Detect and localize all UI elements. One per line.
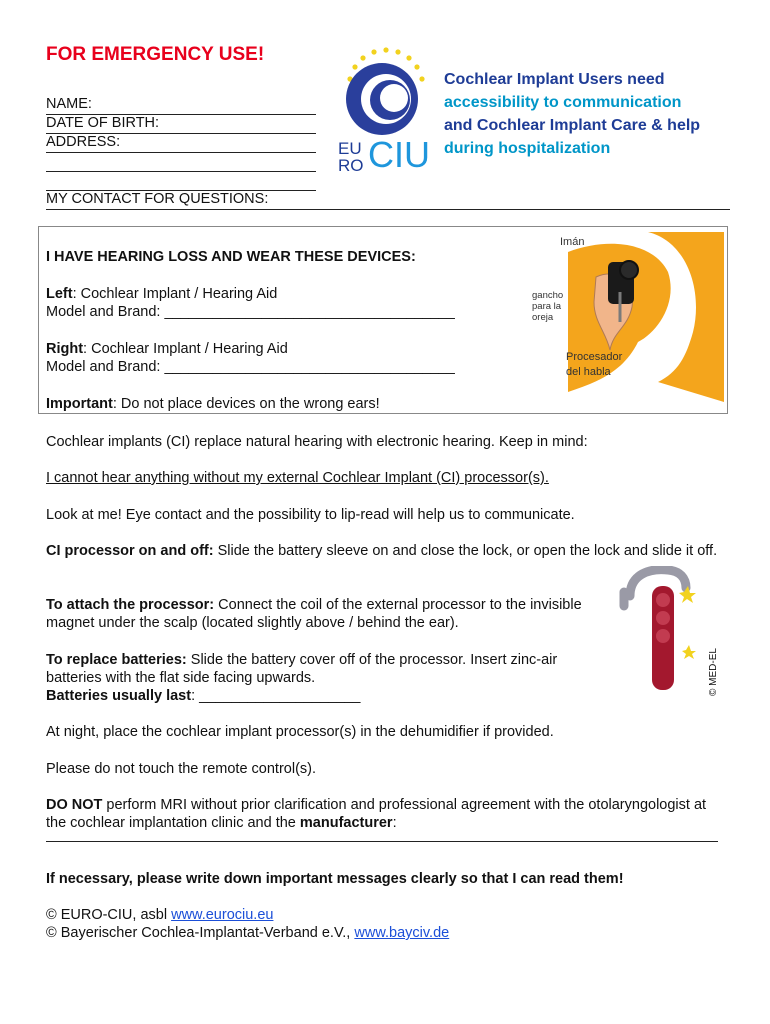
devices-heading: I HAVE HEARING LOSS AND WEAR THESE DEVICES: <box>46 249 416 265</box>
right-device-line <box>46 340 516 358</box>
ear-processor-illustration <box>528 232 724 402</box>
tagline-line-1: Cochlear Implant Users need <box>444 71 665 88</box>
right-model-field[interactable]: Model and Brand: ____________________________________ <box>46 359 455 375</box>
footer-line-1 <box>46 906 736 924</box>
onoff-paragraph <box>46 542 718 560</box>
replace-label: To replace batteries: <box>46 652 187 668</box>
important-label: Important <box>46 396 113 412</box>
mri-answer-line[interactable] <box>46 840 718 842</box>
eurociu-logo <box>336 44 436 180</box>
img-label-procesador <box>566 350 622 380</box>
important-text: : Do not place devices on the wrong ears! <box>112 396 380 412</box>
name-label: NAME: <box>46 96 92 112</box>
tagline-line-4: during hospitalization <box>444 140 611 157</box>
img-proc-1: Procesador <box>566 351 623 363</box>
onoff-label: CI processor on and off: <box>46 543 214 559</box>
img-gancho-2: para la <box>532 301 562 312</box>
logo-euro-bottom: RO <box>338 156 364 175</box>
night-text: At night, place the cochlear implant processor(s) in the dehumidifier if provided. <box>46 724 554 740</box>
onoff-text: Slide the battery sleeve on and close the lock, or open the lock and slide it off. <box>213 543 718 559</box>
replace-paragraph <box>46 651 591 687</box>
img-label-iman: Imán <box>560 236 585 248</box>
attach-label: To attach the processor: <box>46 597 215 613</box>
medel-credit: © MED-EL <box>708 648 719 696</box>
intro-text: Cochlear implants (CI) replace natural hearing with electronic hearing. Keep in mind: <box>46 434 588 450</box>
left-text: : Cochlear Implant / Hearing Aid <box>72 286 278 302</box>
logo-ciu: CIU <box>368 134 430 175</box>
batteries-label: Batteries usually last <box>46 688 192 704</box>
footer-bayciv-text: © Bayerischer Cochlea-Implantat-Verband e.V., <box>46 925 355 941</box>
replace-text: Slide the battery cover off of the processor. Insert zinc-air batteries with the flat side facing upwards. <box>46 652 558 686</box>
attach-text: Connect the coil of the external processor to the invisible magnet under the scalp (located slightly above / behind the ear). <box>46 597 582 631</box>
tagline-line-3: and Cochlear Implant Care & help <box>444 117 701 134</box>
page-title: FOR EMERGENCY USE! <box>46 44 265 65</box>
important-note <box>46 395 516 413</box>
magnet-icon <box>620 261 638 279</box>
address-line-3[interactable] <box>46 172 316 191</box>
dob-field[interactable] <box>46 115 316 134</box>
remote-text: Please do not touch the remote control(s). <box>46 761 317 777</box>
eurociu-link[interactable]: www.eurociu.eu <box>171 907 274 923</box>
logo-euro-top: EU <box>338 139 362 158</box>
processor-illustration <box>610 566 726 698</box>
contact-label: MY CONTACT FOR QUESTIONS: <box>46 191 269 207</box>
footer-eurociu-text: © EURO-CIU, asbl <box>46 907 172 923</box>
img-proc-2: del habla <box>566 366 611 378</box>
look-text: Look at me! Eye contact and the possibility to lip-read will help us to communicate. <box>46 507 575 523</box>
left-model-field[interactable]: Model and Brand: ____________________________________ <box>46 304 455 320</box>
write-down-text: If necessary, please write down important messages clearly so that I can read them! <box>46 871 624 887</box>
img-label-gancho <box>532 290 563 323</box>
img-gancho-3: oreja <box>532 312 554 323</box>
mri-manufacturer: manufacturer <box>299 815 393 831</box>
mri-text: perform MRI without prior clarification and professional agreement with the otolaryngologist at the cochlear implantation clinic and the <box>46 797 707 831</box>
right-text: : Cochlear Implant / Hearing Aid <box>83 341 288 357</box>
right-label: Right <box>46 341 84 357</box>
mri-colon: : <box>392 815 397 831</box>
mri-label: DO NOT <box>46 797 103 813</box>
address-field[interactable] <box>46 134 316 153</box>
img-gancho-1: gancho <box>532 290 564 301</box>
footer-line-2 <box>46 924 736 942</box>
name-field[interactable] <box>46 96 316 115</box>
address-line-2[interactable] <box>46 153 316 172</box>
left-device-line <box>46 285 516 303</box>
batteries-text: : ____________________ <box>191 688 361 704</box>
mri-paragraph <box>46 796 718 832</box>
bayciv-link[interactable]: www.bayciv.de <box>354 925 450 941</box>
left-label: Left <box>46 286 73 302</box>
attach-paragraph <box>46 596 608 632</box>
tagline-line-2: accessibility to communication <box>444 94 682 111</box>
address-label: ADDRESS: <box>46 134 121 150</box>
star-icon <box>682 645 696 659</box>
cannot-hear-text: I cannot hear anything without my external Cochlear Implant (CI) processor(s). <box>46 470 549 486</box>
tagline <box>444 68 744 160</box>
dob-label: DATE OF BIRTH: <box>46 115 160 131</box>
contact-field[interactable] <box>46 191 730 210</box>
batteries-paragraph[interactable] <box>46 687 591 705</box>
